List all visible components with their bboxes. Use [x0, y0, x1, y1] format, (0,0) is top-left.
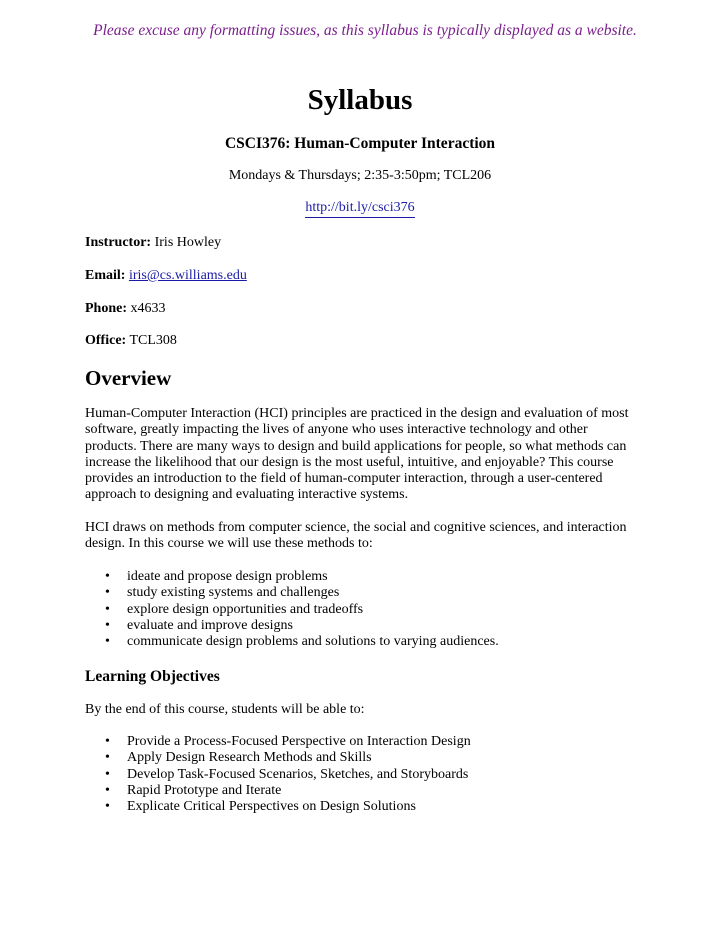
course-link[interactable]: http://bit.ly/csci376 [305, 200, 414, 218]
formatting-notice: Please excuse any formatting issues, as this syllabus is typically displayed as a website. [93, 22, 637, 39]
phone-value: x4633 [127, 301, 166, 316]
office-row [85, 333, 177, 349]
list-item-text: study existing systems and challenges [127, 585, 340, 601]
course-link-container [0, 200, 720, 216]
methods-list [85, 569, 499, 650]
list-item [85, 585, 499, 601]
overview-line: products. There are many ways to design and build applications for people, so what methods can [85, 438, 627, 454]
overview-heading: Overview [85, 366, 172, 390]
list-item [85, 750, 471, 766]
list-item-text: Apply Design Research Methods and Skills [127, 750, 372, 766]
office-label: Office: [85, 333, 127, 348]
bullet-icon: • [105, 634, 110, 650]
list-item [85, 602, 499, 618]
list-item-text: evaluate and improve designs [127, 617, 294, 633]
methods-intro-line: design. In this course we will use these methods to: [85, 536, 373, 552]
bullet-icon: • [105, 799, 110, 815]
overview-line: increase the likelihood that our design is the most useful, intuitive, and enjoyable? This course [85, 454, 614, 470]
list-item-text: Provide a Process-Focused Perspective on Interaction Design [127, 734, 471, 749]
methods-intro-line: HCI draws on methods from computer science, the social and cognitive sciences, and interaction [85, 520, 627, 535]
page-title: Syllabus [307, 84, 413, 116]
class-schedule: Mondays & Thursdays; 2:35-3:50pm; TCL206 [228, 168, 492, 183]
list-item [85, 767, 471, 783]
instructor-value: Iris Howley [151, 235, 222, 250]
bullet-icon: • [105, 734, 110, 749]
list-item [85, 783, 471, 799]
list-item-text: communicate design problems and solutions to varying audiences. [127, 634, 499, 650]
email-row [85, 268, 247, 284]
list-item-text: Rapid Prototype and Iterate [127, 782, 282, 798]
list-item-text: explore design opportunities and tradeoffs [127, 601, 364, 617]
overview-line: provides an introduction to the field of human-computer interaction, through a user-centered [85, 471, 603, 487]
objectives-intro: By the end of this course, students will be able to: [85, 702, 365, 717]
overview-paragraph [85, 406, 645, 504]
methods-intro-paragraph [85, 520, 645, 553]
bullet-icon: • [105, 585, 110, 601]
list-item [85, 618, 499, 634]
objectives-list [85, 734, 471, 815]
overview-line: software, greatly impacting the lives of anyone who uses interactive technology and other [85, 422, 588, 438]
list-item-text: Develop Task-Focused Scenarios, Sketches, and Storyboards [127, 766, 469, 782]
learning-objectives-heading: Learning Objectives [85, 668, 220, 685]
email-link[interactable]: iris@cs.williams.edu [128, 268, 247, 283]
bullet-icon: • [105, 766, 110, 782]
list-item [85, 634, 499, 650]
bullet-icon: • [105, 750, 110, 766]
office-value: TCL308 [126, 333, 177, 348]
instructor-row [85, 235, 221, 251]
course-title: CSCI376: Human-Computer Interaction [224, 135, 496, 152]
list-item [85, 734, 471, 750]
email-label: Email: [85, 268, 126, 283]
list-item-text: Explicate Critical Perspectives on Design Solutions [127, 799, 416, 815]
bullet-icon: • [105, 782, 110, 798]
instructor-label: Instructor: [85, 235, 152, 250]
phone-row [85, 301, 166, 317]
list-item [85, 799, 471, 815]
phone-label: Phone: [85, 301, 127, 316]
list-item-text: ideate and propose design problems [127, 569, 328, 584]
bullet-icon: • [105, 601, 110, 617]
overview-line: Human-Computer Interaction (HCI) principles are practiced in the design and evaluation of most [85, 406, 629, 421]
bullet-icon: • [105, 569, 110, 584]
bullet-icon: • [105, 617, 110, 633]
list-item [85, 569, 499, 585]
overview-line: approach to designing and evaluating interactive systems. [85, 487, 409, 503]
